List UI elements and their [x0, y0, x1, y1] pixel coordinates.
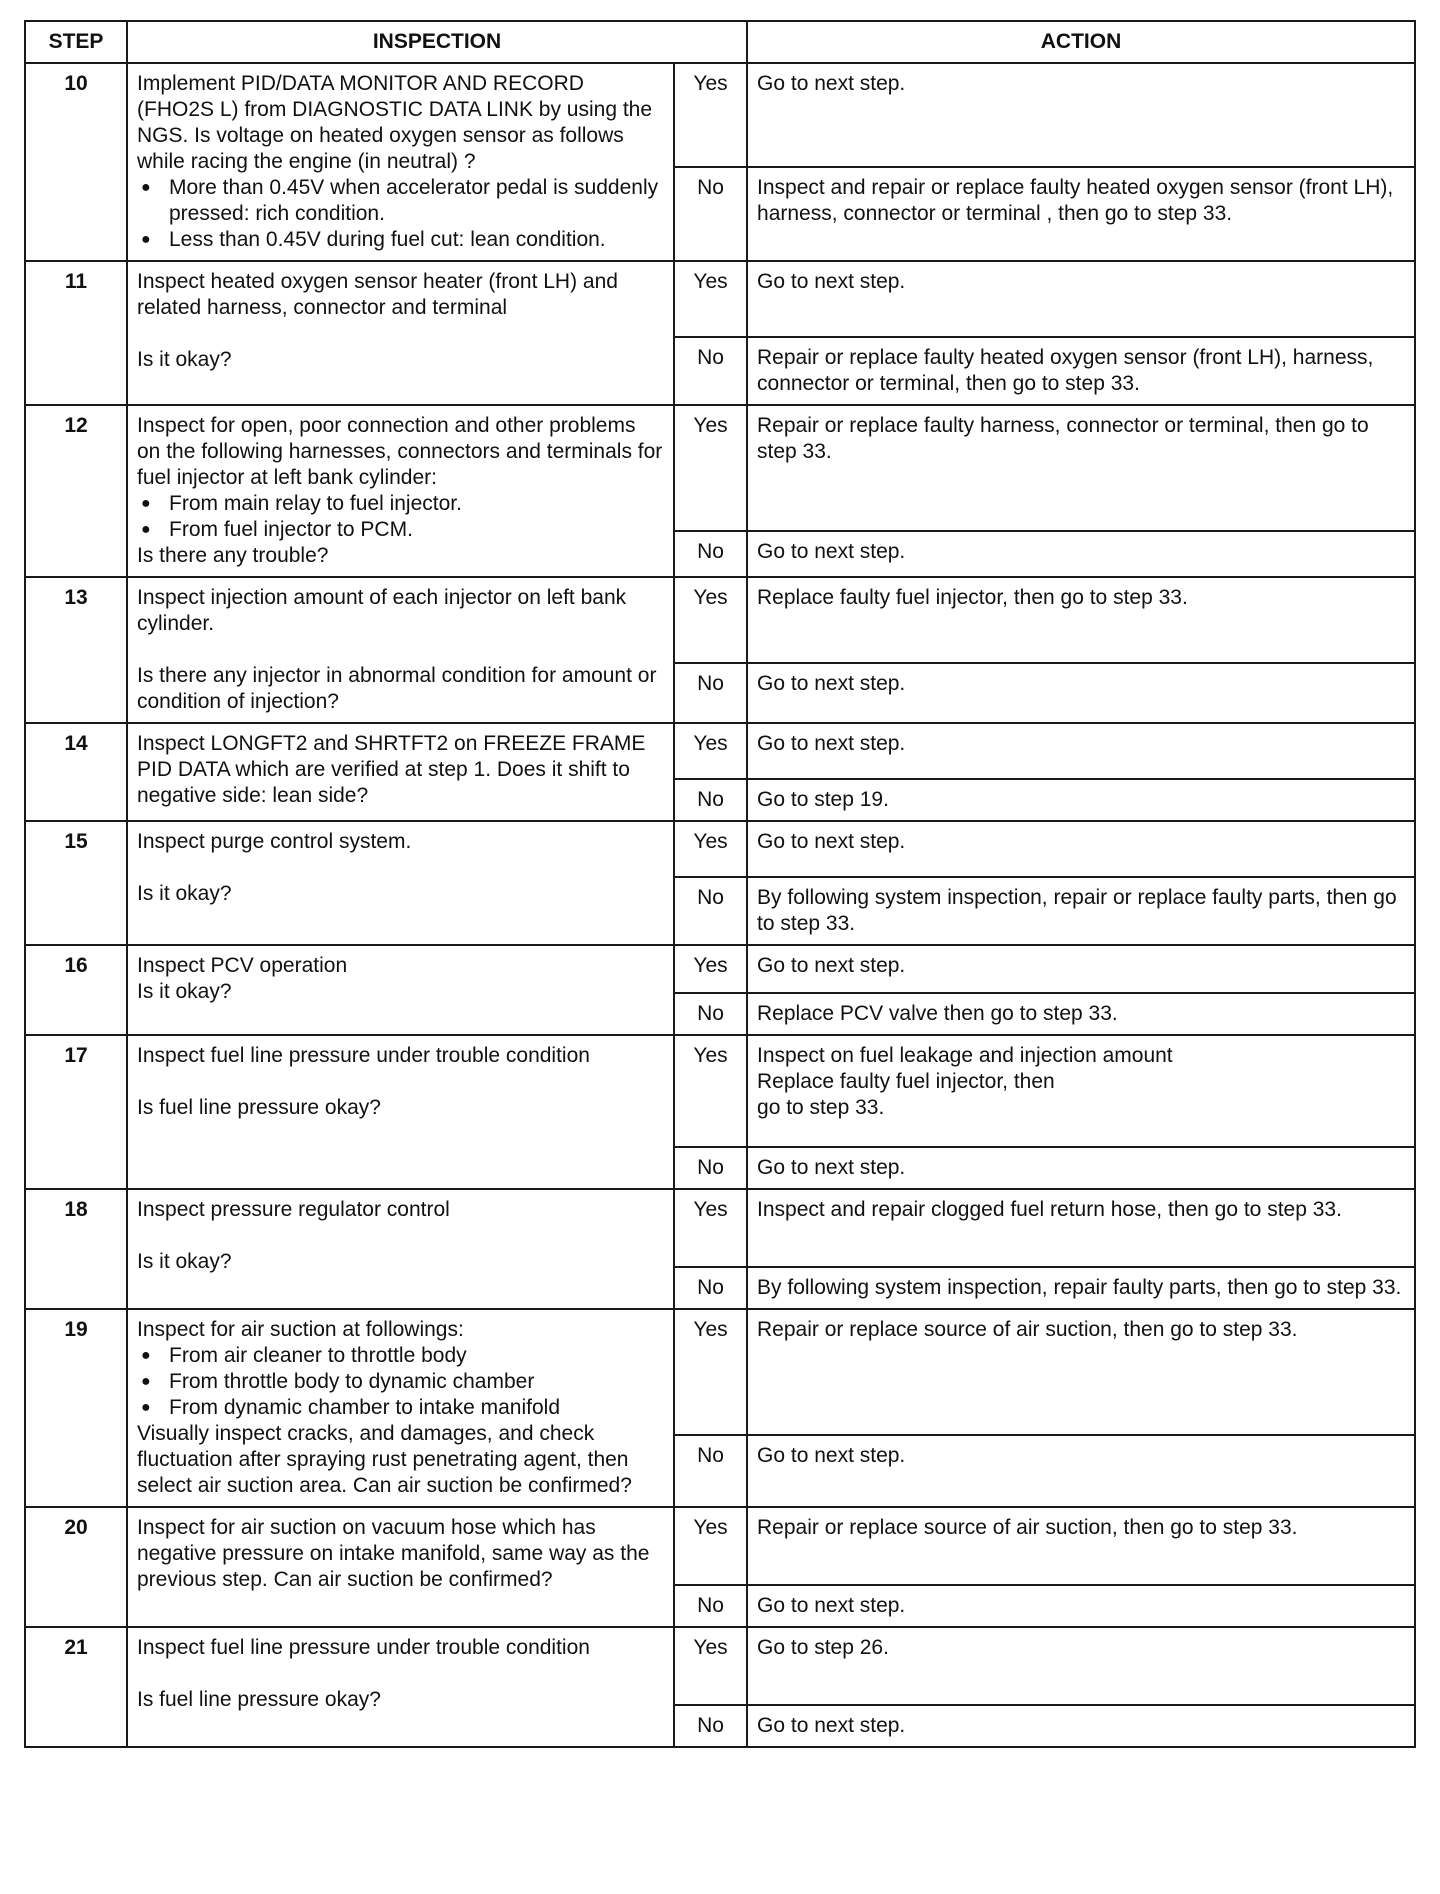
inspection-text: Is fuel line pressure okay? [137, 1096, 381, 1119]
inspection-text: Inspect for open, poor connection and other problems on the following harnesses, connectors and terminals for fuel injector at left bank cylinder: [137, 414, 663, 489]
table-row [25, 1189, 1415, 1267]
yes-label: Yes [674, 1507, 747, 1585]
table-row [25, 945, 1415, 993]
no-label: No [674, 1585, 747, 1627]
step-number: 21 [25, 1627, 127, 1747]
no-action: By following system inspection, repair faulty parts, then go to step 33. [747, 1267, 1415, 1309]
inspection-bullet: ● Less than 0.45V during fuel cut: lean condition. [169, 227, 664, 253]
yes-action: Go to next step. [747, 945, 1415, 993]
inspection-text: Inspect heated oxygen sensor heater (front LH) and related harness, connector and terminal [137, 270, 618, 319]
inspection-text: Is it okay? [137, 348, 232, 371]
inspection-text [137, 1223, 664, 1249]
inspection-cell [127, 405, 674, 577]
table-body [25, 63, 1415, 1747]
yes-action: Repair or replace source of air suction, then go to step 33. [747, 1309, 1415, 1435]
inspection-text: Inspect for air suction on vacuum hose which has negative pressure on intake manifold, same way as the previous step. Can air suction be confirmed? [137, 1516, 650, 1591]
inspection-text [137, 855, 664, 881]
inspection-text [137, 1069, 664, 1095]
yes-action: Go to next step. [747, 261, 1415, 337]
table-row [25, 261, 1415, 337]
header-step: STEP [25, 21, 127, 63]
no-action: Inspect and repair or replace faulty heated oxygen sensor (front LH), harness, connector or terminal , then go to step 33. [747, 167, 1415, 261]
no-label: No [674, 1267, 747, 1309]
no-action: Go to next step. [747, 1147, 1415, 1189]
inspection-bullet: ● From dynamic chamber to intake manifold [169, 1395, 664, 1421]
inspection-cell [127, 63, 674, 261]
no-label: No [674, 167, 747, 261]
inspection-cell [127, 1309, 674, 1507]
yes-label: Yes [674, 945, 747, 993]
inspection-cell [127, 821, 674, 945]
yes-action: Inspect and repair clogged fuel return hose, then go to step 33. [747, 1189, 1415, 1267]
step-number: 10 [25, 63, 127, 261]
step-number: 12 [25, 405, 127, 577]
table-row [25, 63, 1415, 167]
yes-action: Go to next step. [747, 821, 1415, 877]
inspection-cell [127, 723, 674, 821]
inspection-text: Inspect LONGFT2 and SHRTFT2 on FREEZE FRAME PID DATA which are verified at step 1. Does it shift to negative side: lean side? [137, 732, 646, 807]
inspection-cell [127, 261, 674, 405]
inspection-text: Inspect injection amount of each injector on left bank cylinder. [137, 586, 627, 635]
yes-action: Replace faulty fuel injector, then go to step 33. [747, 577, 1415, 663]
inspection-cell [127, 1507, 674, 1627]
inspection-text: Inspect pressure regulator control [137, 1198, 450, 1221]
header-action: ACTION [747, 21, 1415, 63]
no-action: Go to next step. [747, 1435, 1415, 1507]
no-label: No [674, 779, 747, 821]
no-label: No [674, 993, 747, 1035]
inspection-text: Is it okay? [137, 980, 232, 1003]
inspection-cell [127, 1189, 674, 1309]
yes-action: Repair or replace faulty harness, connector or terminal, then go to step 33. [747, 405, 1415, 531]
yes-label: Yes [674, 577, 747, 663]
no-label: No [674, 1147, 747, 1189]
table-row [25, 723, 1415, 779]
step-number: 14 [25, 723, 127, 821]
no-action: Go to step 19. [747, 779, 1415, 821]
step-number: 15 [25, 821, 127, 945]
diagnostic-table [24, 20, 1416, 1748]
inspection-text: Inspect fuel line pressure under trouble condition [137, 1636, 590, 1659]
inspection-bullet: ● More than 0.45V when accelerator pedal is suddenly pressed: rich condition. [169, 175, 664, 227]
yes-action: Go to step 26. [747, 1627, 1415, 1705]
inspection-text: Implement PID/DATA MONITOR AND RECORD (FHO2S L) from DIAGNOSTIC DATA LINK by using the NGS. Is voltage on heated oxygen sensor as follows while racing the engine (in neutral) ? [137, 72, 653, 173]
step-number: 18 [25, 1189, 127, 1309]
yes-label: Yes [674, 63, 747, 167]
table-row [25, 1035, 1415, 1147]
yes-label: Yes [674, 1189, 747, 1267]
table-row [25, 1507, 1415, 1585]
inspection-text: Visually inspect cracks, and damages, and check fluctuation after spraying rust penetrating agent, then select air suction area. Can air suction be confirmed? [137, 1422, 632, 1497]
no-action: Go to next step. [747, 663, 1415, 723]
no-action: Go to next step. [747, 531, 1415, 577]
no-label: No [674, 1435, 747, 1507]
inspection-bullet-list [137, 491, 664, 543]
yes-label: Yes [674, 405, 747, 531]
no-action: By following system inspection, repair or replace faulty parts, then go to step 33. [747, 877, 1415, 945]
table-row [25, 1627, 1415, 1705]
table-row [25, 1309, 1415, 1435]
inspection-text: Is there any trouble? [137, 544, 329, 567]
inspection-text [137, 321, 664, 347]
header-inspection: INSPECTION [127, 21, 747, 63]
yes-label: Yes [674, 1035, 747, 1147]
inspection-bullet-list [137, 175, 664, 253]
yes-label: Yes [674, 821, 747, 877]
inspection-cell [127, 945, 674, 1035]
yes-action: Go to next step. [747, 723, 1415, 779]
no-label: No [674, 531, 747, 577]
no-label: No [674, 1705, 747, 1747]
inspection-cell [127, 577, 674, 723]
no-action: Go to next step. [747, 1705, 1415, 1747]
step-number: 13 [25, 577, 127, 723]
step-number: 19 [25, 1309, 127, 1507]
inspection-text: Inspect for air suction at followings: [137, 1318, 464, 1341]
inspection-bullet-list [137, 1343, 664, 1421]
inspection-cell [127, 1627, 674, 1747]
inspection-bullet: ● From main relay to fuel injector. [169, 491, 664, 517]
table-row [25, 821, 1415, 877]
no-action: Replace PCV valve then go to step 33. [747, 993, 1415, 1035]
inspection-bullet: ● From throttle body to dynamic chamber [169, 1369, 664, 1395]
inspection-cell [127, 1035, 674, 1189]
no-action: Repair or replace faulty heated oxygen sensor (front LH), harness, connector or terminal, then go to step 33. [747, 337, 1415, 405]
step-number: 16 [25, 945, 127, 1035]
inspection-text: Is it okay? [137, 1250, 232, 1273]
table-row [25, 577, 1415, 663]
inspection-text: Inspect PCV operation [137, 954, 348, 977]
table-row [25, 405, 1415, 531]
inspection-text: Inspect purge control system. [137, 830, 412, 853]
yes-action: Go to next step. [747, 63, 1415, 167]
no-label: No [674, 877, 747, 945]
inspection-text [137, 1661, 664, 1687]
no-label: No [674, 663, 747, 723]
inspection-text [137, 637, 664, 663]
yes-label: Yes [674, 1627, 747, 1705]
no-label: No [674, 337, 747, 405]
yes-action: Inspect on fuel leakage and injection amount Replace faulty fuel injector, then go to step 33. [747, 1035, 1415, 1147]
no-action: Go to next step. [747, 1585, 1415, 1627]
inspection-text: Is it okay? [137, 882, 232, 905]
step-number: 17 [25, 1035, 127, 1189]
yes-action: Repair or replace source of air suction, then go to step 33. [747, 1507, 1415, 1585]
inspection-text: Is there any injector in abnormal condition for amount or condition of injection? [137, 664, 657, 713]
yes-label: Yes [674, 723, 747, 779]
header-row [25, 21, 1415, 63]
yes-label: Yes [674, 1309, 747, 1435]
step-number: 11 [25, 261, 127, 405]
inspection-text: Inspect fuel line pressure under trouble condition [137, 1044, 590, 1067]
inspection-bullet: ● From air cleaner to throttle body [169, 1343, 664, 1369]
yes-label: Yes [674, 261, 747, 337]
step-number: 20 [25, 1507, 127, 1627]
inspection-bullet: ● From fuel injector to PCM. [169, 517, 664, 543]
inspection-text: Is fuel line pressure okay? [137, 1688, 381, 1711]
